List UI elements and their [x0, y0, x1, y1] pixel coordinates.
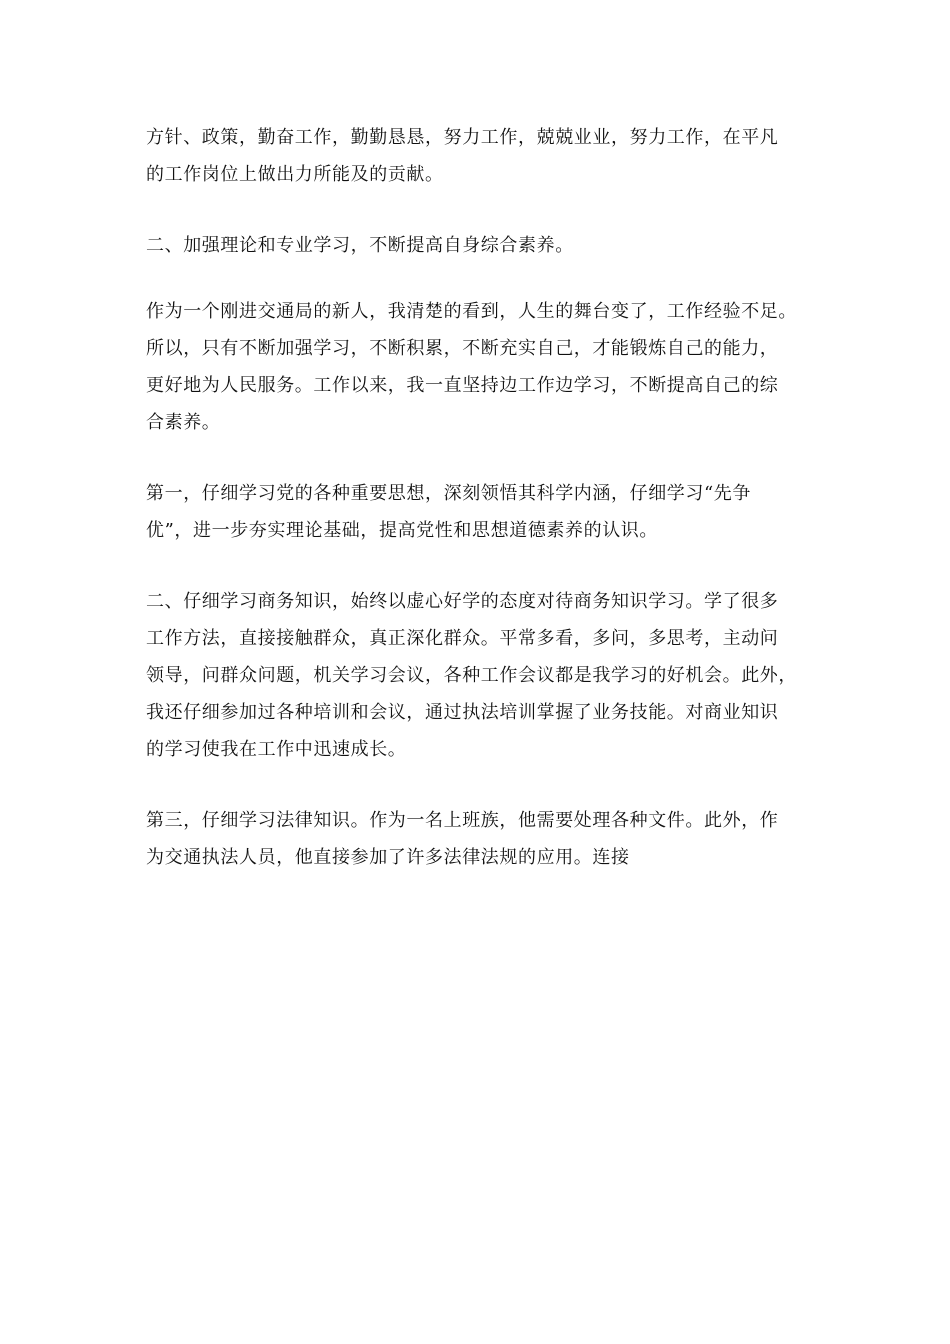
paragraph-3-line-2: 所以，只有不断加强学习，不断积累，不断充实自己，才能锻炼自己的能力，: [146, 338, 779, 359]
section-heading-2: 二、加强理论和专业学习，不断提高自身综合素养。: [146, 235, 574, 256]
paragraph-5-line-5: 的学习使我在工作中迅速成长。: [146, 739, 407, 760]
paragraph-4-line-1: 第一，仔细学习党的各种重要思想，深刻领悟其科学内涵，仔细学习“先争: [146, 483, 751, 504]
paragraph-3-line-4: 合素养。: [146, 412, 221, 433]
paragraph-4-line-2: 优”，进一步夯实理论基础，提高党性和思想道德素养的认识。: [146, 520, 658, 541]
paragraph-1-line-1: 方针、政策，勤奋工作，勤勤恳恳，努力工作，兢兢业业，努力工作，在平凡: [146, 127, 779, 148]
paragraph-6-line-1: 第三，仔细学习法律知识。作为一名上班族，他需要处理各种文件。此外，作: [146, 810, 779, 831]
paragraph-5-line-1: 二、仔细学习商务知识，始终以虚心好学的态度对待商务知识学习。学了很多: [146, 591, 779, 612]
paragraph-5-line-2: 工作方法，直接接触群众，真正深化群众。平常多看，多问，多思考，主动问: [146, 628, 779, 649]
paragraph-3-line-1: 作为一个刚进交通局的新人，我清楚的看到，人生的舞台变了，工作经验不足。: [146, 301, 797, 322]
paragraph-5-line-3: 领导，问群众问题，机关学习会议，各种工作会议都是我学习的好机会。此外，: [146, 665, 797, 686]
paragraph-1-line-2: 的工作岗位上做出力所能及的贡献。: [146, 164, 444, 185]
paragraph-3-line-3: 更好地为人民服务。工作以来，我一直坚持边工作边学习，不断提高自己的综: [146, 375, 779, 396]
paragraph-5-line-4: 我还仔细参加过各种培训和会议，通过执法培训掌握了业务技能。对商业知识: [146, 702, 779, 723]
paragraph-6-line-2: 为交通执法人员，他直接参加了许多法律法规的应用。连接: [146, 847, 630, 868]
